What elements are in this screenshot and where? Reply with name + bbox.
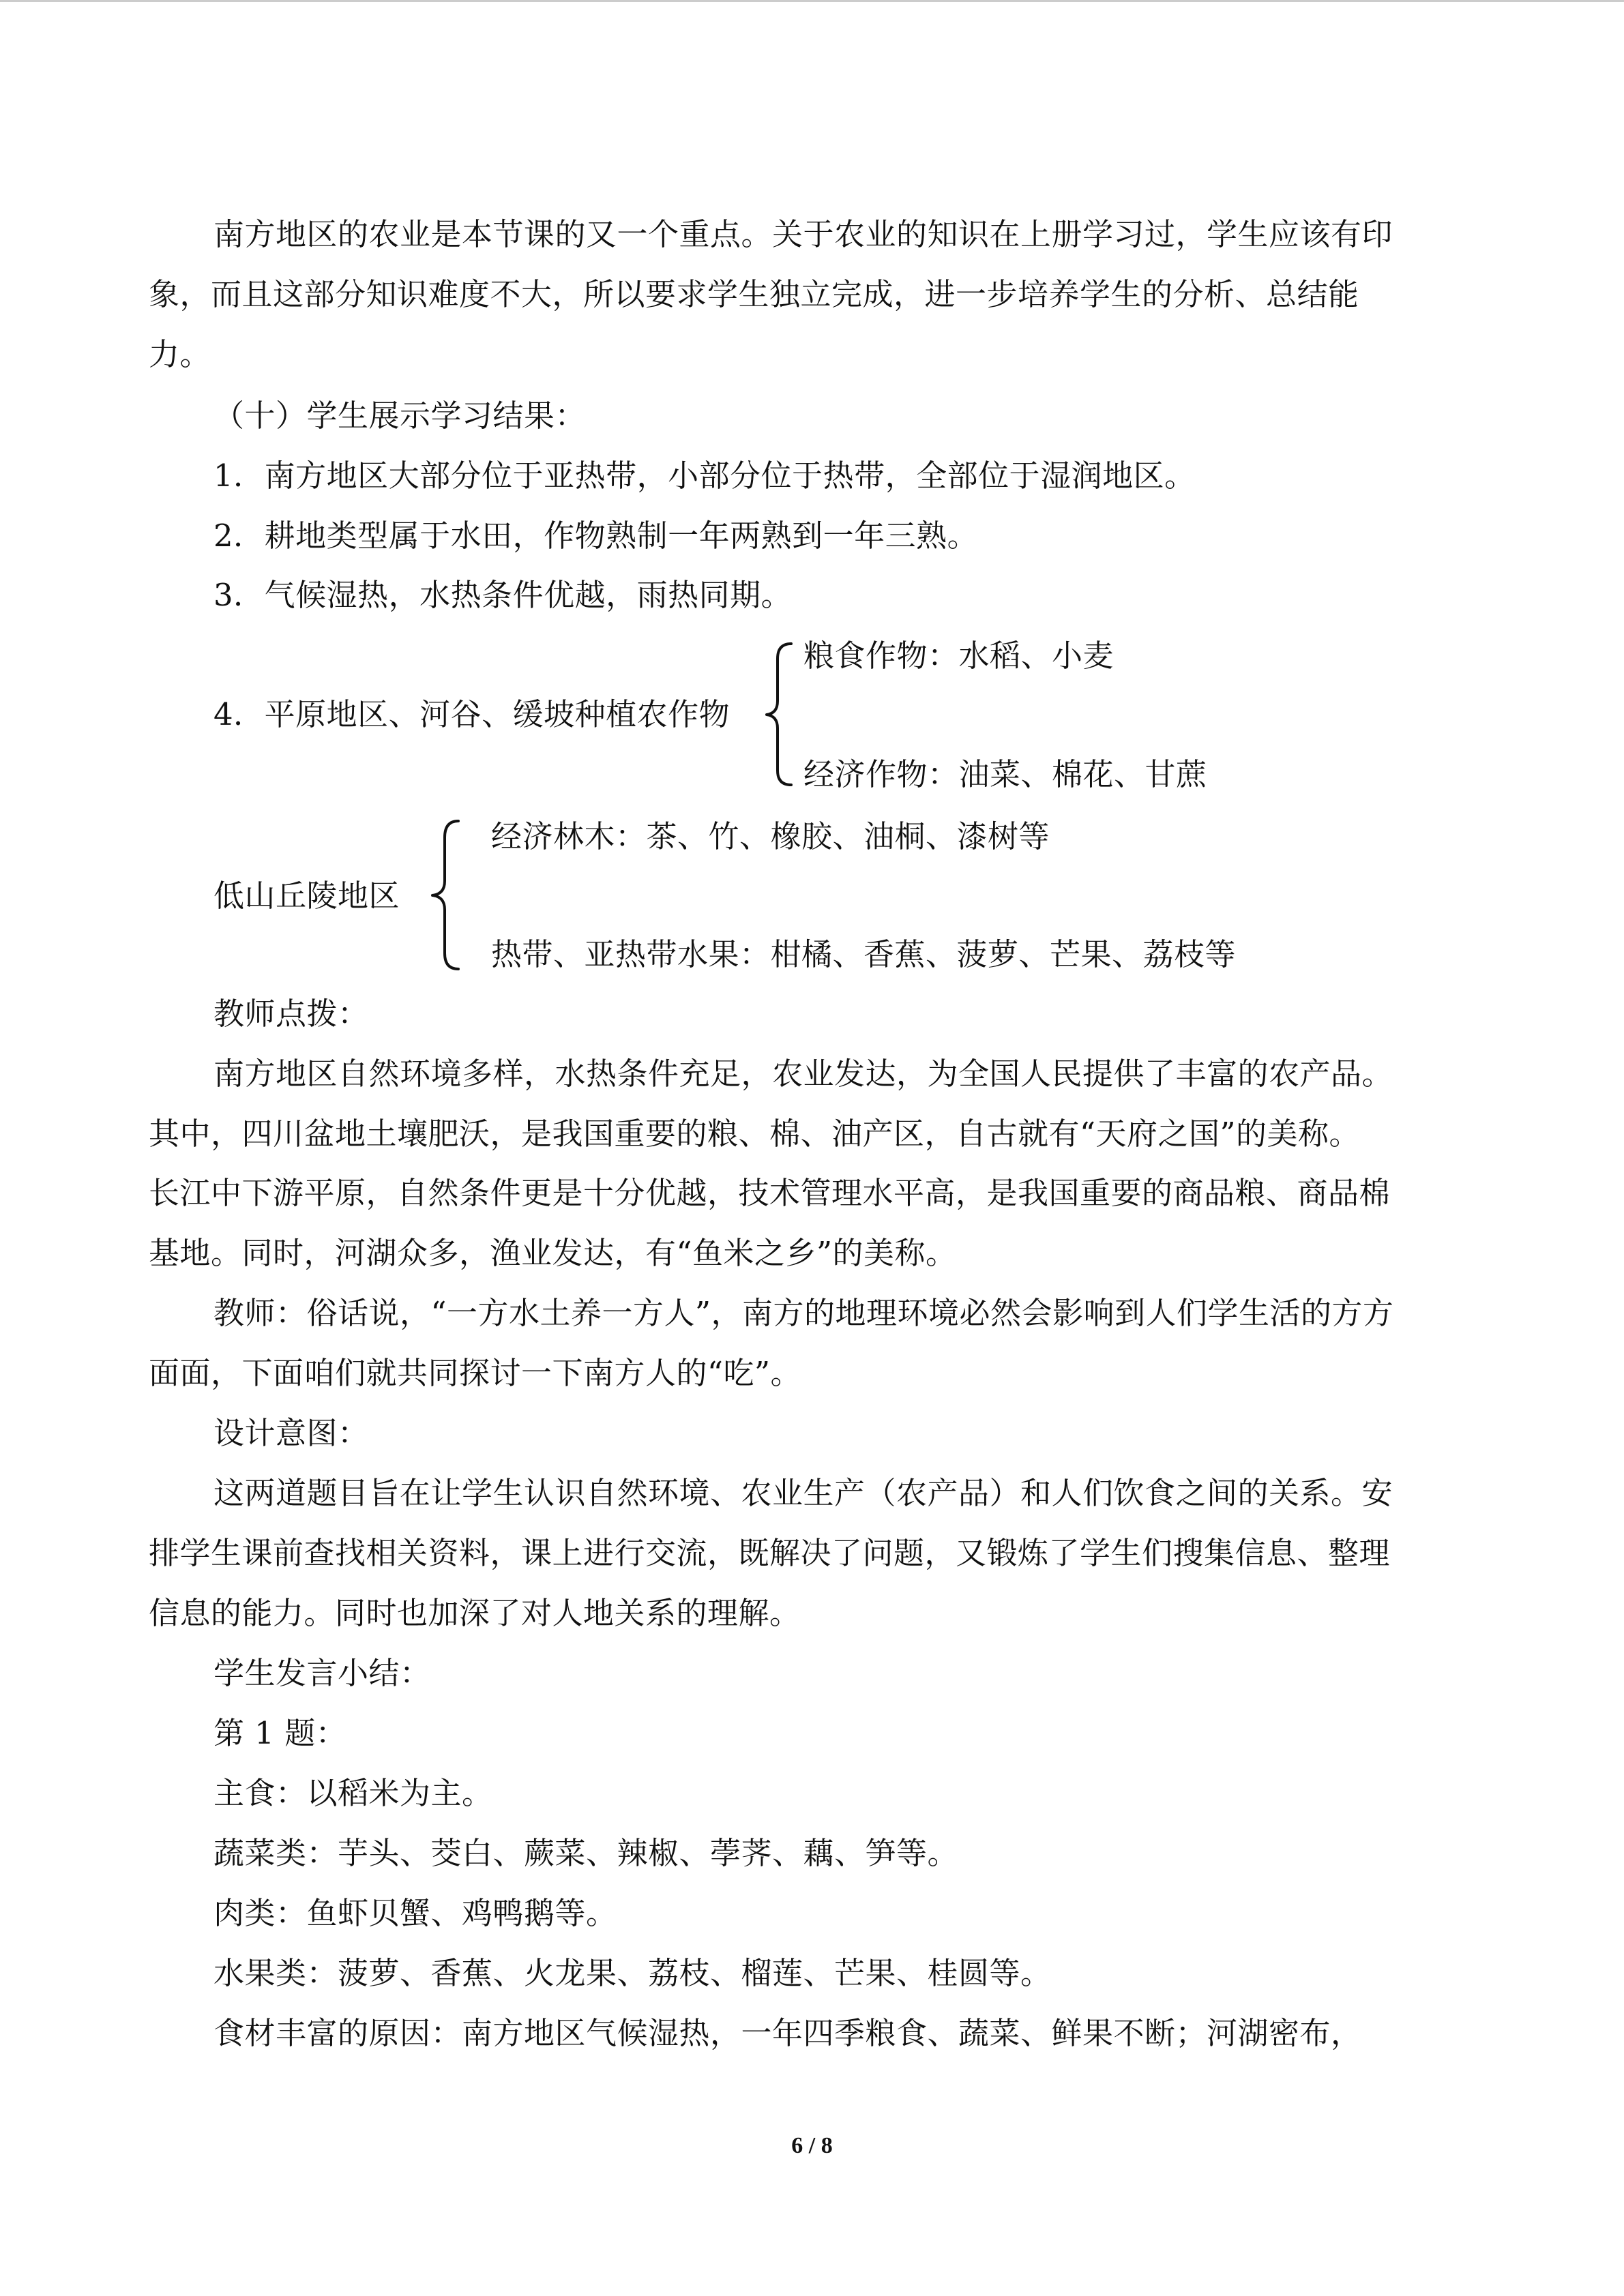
meat: 肉类：鱼虾贝蟹、鸡鸭鹅等。 xyxy=(213,1895,617,1931)
intro-line-2: 象，而且这部分知识难度不大，所以要求学生独立完成，进一步培养学生的分析、总结能 xyxy=(149,276,1359,312)
teacher-hint-line-4: 基地。同时，河湖众多，渔业发达，有“鱼米之乡”的美称。 xyxy=(149,1235,957,1271)
hill-brace-icon xyxy=(428,818,469,972)
item4-branch-cash: 经济作物：油菜、棉花、甘蔗 xyxy=(803,756,1207,792)
item4-brace-icon xyxy=(763,641,803,788)
fruit: 水果类：菠萝、香蕉、火龙果、荔枝、榴莲、芒果、桂圆等。 xyxy=(213,1955,1052,1991)
result-item-4-label: 4．平原地区、河谷、缓坡种植农作物 xyxy=(213,696,730,732)
page-top-border xyxy=(0,0,1624,2)
teacher-hint-line-2: 其中，四川盆地土壤肥沃，是我国重要的粮、棉、油产区，自古就有“天府之国”的美称。 xyxy=(149,1116,1361,1152)
question-label: 第 1 题： xyxy=(213,1715,347,1751)
design-intent-heading: 设计意图： xyxy=(213,1415,369,1451)
hill-region-label: 低山丘陵地区 xyxy=(213,878,400,914)
staple-food: 主食：以稻米为主。 xyxy=(213,1775,493,1811)
result-item-2: 2．耕地类型属于水田，作物熟制一年两熟到一年三熟。 xyxy=(213,518,979,554)
design-intent-line-1: 这两道题目旨在让学生认识自然环境、农业生产（农产品）和人们饮食之间的关系。安 xyxy=(213,1475,1393,1511)
hill-branch-forest: 经济林木：茶、竹、橡胶、油桐、漆树等 xyxy=(491,818,1050,854)
result-item-1: 1．南方地区大部分位于亚热带，小部分位于热带，全部位于湿润地区。 xyxy=(213,458,1196,494)
teacher-talk-line-2: 面面，下面咱们就共同探讨一下南方人的“吃”。 xyxy=(149,1355,802,1391)
result-item-3: 3．气候湿热，水热条件优越，雨热同期。 xyxy=(213,577,793,613)
teacher-hint-heading: 教师点拨： xyxy=(213,996,369,1032)
teacher-talk-line-1: 教师：俗话说，“一方水土养一方人”，南方的地理环境必然会影响到人们学生活的方方 xyxy=(213,1295,1394,1331)
section-heading: （十）学生展示学习结果： xyxy=(213,398,587,434)
teacher-hint-line-1: 南方地区自然环境多样，水热条件充足，农业发达，为全国人民提供了丰富的农产品。 xyxy=(213,1056,1393,1092)
item4-branch-grain: 粮食作物：水稻、小麦 xyxy=(803,638,1114,674)
vegetables: 蔬菜类：芋头、茭白、蕨菜、辣椒、荸荠、藕、笋等。 xyxy=(213,1835,959,1871)
intro-line-3: 力。 xyxy=(149,336,211,372)
teacher-hint-line-3: 长江中下游平原，自然条件更是十分优越，技术管理水平高，是我国重要的商品粮、商品棉 xyxy=(149,1175,1391,1211)
student-summary-heading: 学生发言小结： xyxy=(213,1655,431,1691)
page-number: 6 / 8 xyxy=(791,2133,833,2158)
design-intent-line-2: 排学生课前查找相关资料，课上进行交流，既解决了问题，又锻炼了学生们搜集信息、整理 xyxy=(149,1535,1391,1571)
hill-branch-fruit: 热带、亚热带水果：柑橘、香蕉、菠萝、芒果、荔枝等 xyxy=(491,936,1237,972)
design-intent-line-3: 信息的能力。同时也加深了对人地关系的理解。 xyxy=(149,1595,801,1631)
reason: 食材丰富的原因：南方地区气候湿热，一年四季粮食、蔬菜、鲜果不断；河湖密布， xyxy=(213,2015,1362,2051)
intro-line-1: 南方地区的农业是本节课的又一个重点。关于农业的知识在上册学习过，学生应该有印 xyxy=(213,216,1393,252)
